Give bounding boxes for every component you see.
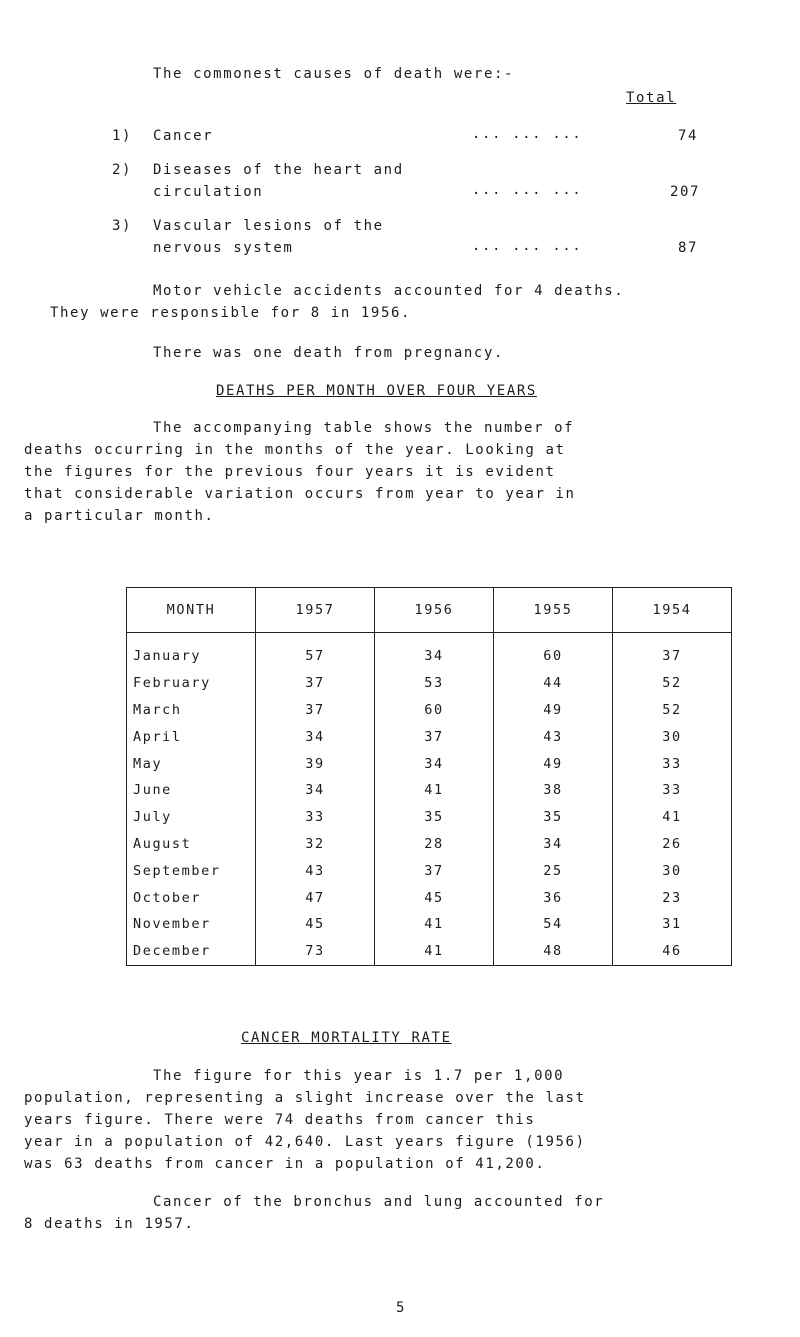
value-cell: 34: [256, 723, 375, 750]
month-cell: October: [127, 884, 256, 911]
value-cell: 37: [375, 723, 494, 750]
value-cell: 32: [256, 831, 375, 858]
value-cell: 41: [375, 777, 494, 804]
cause-label-cont: nervous system: [153, 240, 294, 256]
leader-dots: ... ... ...: [472, 126, 583, 142]
value-cell: 49: [494, 750, 613, 777]
column-header-1954: 1954: [613, 588, 732, 633]
value-cell: 53: [375, 670, 494, 697]
value-cell: 37: [613, 633, 732, 670]
table-row: [127, 697, 732, 724]
value-cell: 34: [494, 831, 613, 858]
value-cell: 45: [375, 884, 494, 911]
value-cell: 33: [613, 750, 732, 777]
table-row: [127, 911, 732, 938]
value-cell: 60: [375, 697, 494, 724]
month-cell: March: [127, 697, 256, 724]
value-cell: 38: [494, 777, 613, 804]
value-cell: 57: [256, 633, 375, 670]
value-cell: 41: [375, 938, 494, 965]
table-header-row: [127, 588, 732, 633]
value-cell: 52: [613, 670, 732, 697]
cancer-para-line: The figure for this year is 1.7 per 1,000: [153, 1068, 565, 1084]
deaths-para-line: a particular month.: [24, 508, 215, 524]
leader-dots: ... ... ...: [472, 182, 583, 198]
table-row: [127, 750, 732, 777]
deaths-para-line: deaths occurring in the months of the year. Looking at: [24, 442, 566, 458]
page-number: 5: [396, 1300, 405, 1316]
deaths-para-line: the figures for the previous four years it is evident: [24, 464, 556, 480]
cause-label-cont: circulation: [153, 184, 264, 200]
month-cell: May: [127, 750, 256, 777]
column-header-1955: 1955: [494, 588, 613, 633]
cancer-para-line: population, representing a slight increase over the last: [24, 1090, 586, 1106]
table-row: [127, 633, 732, 670]
month-cell: April: [127, 723, 256, 750]
value-cell: 37: [256, 697, 375, 724]
value-cell: 46: [613, 938, 732, 965]
month-cell: January: [127, 633, 256, 670]
value-cell: 37: [256, 670, 375, 697]
cause-number: 3): [112, 218, 133, 234]
value-cell: 25: [494, 857, 613, 884]
column-header-1957: 1957: [256, 588, 375, 633]
month-cell: February: [127, 670, 256, 697]
value-cell: 37: [375, 857, 494, 884]
cause-label: Vascular lesions of the: [153, 218, 384, 234]
cancer-para-line: years figure. There were 74 deaths from cancer this: [24, 1112, 536, 1128]
month-cell: June: [127, 777, 256, 804]
month-cell: September: [127, 857, 256, 884]
value-cell: 39: [256, 750, 375, 777]
cause-label: Cancer: [153, 128, 214, 144]
motor-line-2: They were responsible for 8 in 1956.: [50, 305, 412, 321]
month-cell: August: [127, 831, 256, 858]
motor-line-1: Motor vehicle accidents accounted for 4 deaths.: [153, 283, 625, 299]
month-cell: July: [127, 804, 256, 831]
value-cell: 33: [613, 777, 732, 804]
table-row: [127, 723, 732, 750]
value-cell: 43: [256, 857, 375, 884]
cause-total: 207: [670, 184, 701, 200]
value-cell: 60: [494, 633, 613, 670]
cancer-para-line: year in a population of 42,640. Last years figure (1956): [24, 1134, 586, 1150]
bronchus-line: 8 deaths in 1957.: [24, 1216, 195, 1232]
value-cell: 41: [613, 804, 732, 831]
cause-total: 87: [678, 240, 699, 256]
value-cell: 47: [256, 884, 375, 911]
value-cell: 44: [494, 670, 613, 697]
table-row: [127, 804, 732, 831]
value-cell: 48: [494, 938, 613, 965]
total-header: Total: [626, 90, 677, 106]
value-cell: 34: [375, 633, 494, 670]
column-header-1956: 1956: [375, 588, 494, 633]
deaths-per-month-table: [126, 587, 732, 966]
value-cell: 54: [494, 911, 613, 938]
leader-dots: ... ... ...: [472, 238, 583, 254]
value-cell: 49: [494, 697, 613, 724]
pregnancy-note: There was one death from pregnancy.: [153, 345, 505, 361]
value-cell: 26: [613, 831, 732, 858]
cause-number: 2): [112, 162, 133, 178]
table-row: [127, 777, 732, 804]
value-cell: 30: [613, 723, 732, 750]
cancer-para-line: was 63 deaths from cancer in a population of 41,200.: [24, 1156, 546, 1172]
month-cell: November: [127, 911, 256, 938]
deaths-heading: DEATHS PER MONTH OVER FOUR YEARS: [216, 383, 537, 399]
value-cell: 35: [375, 804, 494, 831]
table-row: [127, 938, 732, 965]
table-row: [127, 831, 732, 858]
deaths-para-line: The accompanying table shows the number of: [153, 420, 575, 436]
value-cell: 23: [613, 884, 732, 911]
cancer-heading: CANCER MORTALITY RATE: [241, 1030, 452, 1046]
value-cell: 28: [375, 831, 494, 858]
value-cell: 34: [375, 750, 494, 777]
cause-total: 74: [678, 128, 699, 144]
value-cell: 33: [256, 804, 375, 831]
value-cell: 52: [613, 697, 732, 724]
value-cell: 41: [375, 911, 494, 938]
cause-number: 1): [112, 128, 133, 144]
causes-intro: The commonest causes of death were:-: [153, 66, 515, 82]
value-cell: 43: [494, 723, 613, 750]
table-row: [127, 857, 732, 884]
value-cell: 30: [613, 857, 732, 884]
deaths-para-line: that considerable variation occurs from year to year in: [24, 486, 576, 502]
value-cell: 73: [256, 938, 375, 965]
table-row: [127, 670, 732, 697]
value-cell: 35: [494, 804, 613, 831]
value-cell: 31: [613, 911, 732, 938]
cause-label: Diseases of the heart and: [153, 162, 404, 178]
table-row: [127, 884, 732, 911]
bronchus-line: Cancer of the bronchus and lung accounted for: [153, 1194, 605, 1210]
value-cell: 36: [494, 884, 613, 911]
value-cell: 34: [256, 777, 375, 804]
value-cell: 45: [256, 911, 375, 938]
column-header-month: MONTH: [127, 588, 256, 633]
month-cell: December: [127, 938, 256, 965]
